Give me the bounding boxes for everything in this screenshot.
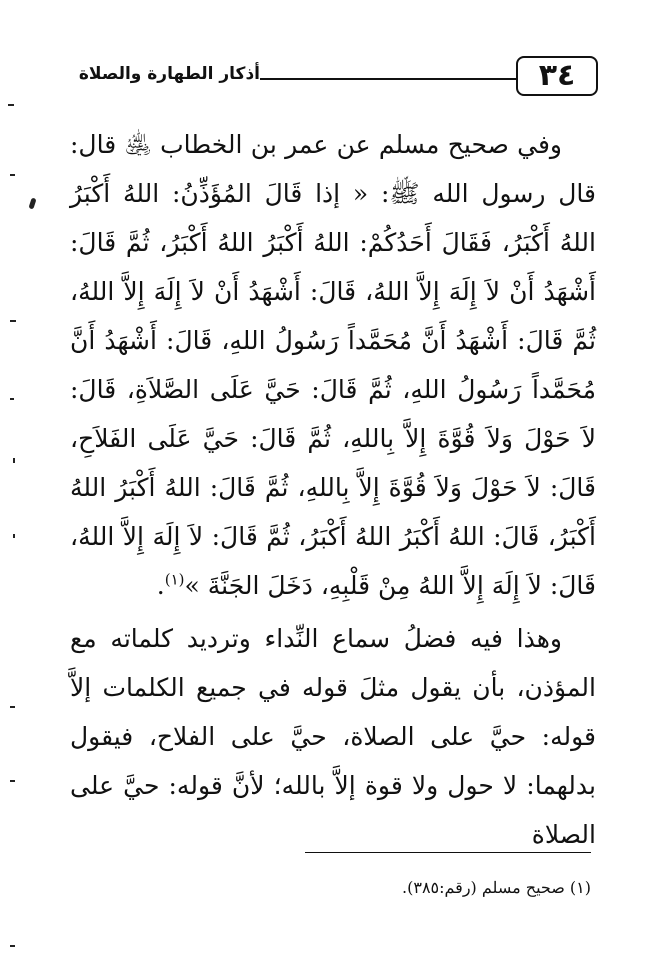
footnote-marker[interactable]: (١) xyxy=(164,570,185,589)
paragraph-hadith-text: وفي صحيح مسلم عن عمر بن الخطاب ﵁ قال: قال رسول الله ﷺ: « إذا قَالَ المُؤَذِّنُ: اللهُ أَكْبَرُ اللهُ أَكْبَرُ، فَقَالَ أَحَدُكُمْ: اللهُ أَكْبَرُ اللهُ أَكْبَرُ، ثُمَّ قَالَ: أَشْهَدُ أَنْ لاَ إِلَهَ إِلاَّ اللهُ، قَالَ: أَشْهَدُ أَنْ لاَ إِلَهَ إِلاَّ اللهُ، ثُمَّ قَالَ: أَشْهَدُ أَنَّ مُحَمَّداً رَسُولُ اللهِ، قَالَ: أَشْهَدُ أَنَّ مُحَمَّداً رَسُولُ اللهِ، ثُمَّ قَالَ: حَيَّ عَلَى الصَّلاَةِ، قَالَ: لاَ حَوْلَ وَلاَ قُوَّةَ إِلاَّ بِاللهِ، ثُمَّ قَالَ: حَيَّ عَلَى الفَلاَحِ، قَالَ: لاَ حَوْلَ وَلاَ قُوَّةَ إِلاَّ بِاللهِ، ثُمَّ قَالَ: اللهُ أَكْبَرُ اللهُ أَكْبَرُ، قَالَ: اللهُ أَكْبَرُ اللهُ أَكْبَرُ، ثُمَّ قَالَ: لاَ إِلَهَ إِلاَّ اللهُ، قَالَ: لاَ إِلَهَ إِلاَّ اللهُ مِنْ قَلْبِهِ، دَخَلَ الجَنَّةَ » xyxy=(70,130,596,600)
scan-mark xyxy=(10,174,15,176)
footnote-rule xyxy=(305,852,591,853)
scan-mark xyxy=(13,534,15,538)
scan-mark xyxy=(10,780,15,782)
scan-mark xyxy=(28,197,36,209)
page-number: ٣٤ xyxy=(516,56,598,96)
scan-mark xyxy=(10,945,15,947)
running-title: أذكار الطهارة والصلاة xyxy=(78,64,260,84)
scan-mark xyxy=(10,398,14,400)
paragraph-commentary: وهذا فيه فضلُ سماع النِّداء وترديد كلماته مع المؤذن، بأن يقول مثلَ قوله في جميع الكلمات إلاَّ قوله: حيَّ على الصلاة، حيَّ على الفلاح، فيقول بدلهما: لا حول ولا قوة إلاَّ بالله؛ لأنَّ قوله: حيَّ على الصلاة xyxy=(70,624,596,849)
scan-mark xyxy=(10,320,16,322)
body-text xyxy=(70,120,596,859)
header-rule xyxy=(260,78,516,80)
scan-mark xyxy=(8,104,14,106)
paragraph-hadith-end: . xyxy=(156,571,165,600)
paragraph-hadith xyxy=(70,120,596,610)
page-header xyxy=(70,52,598,98)
scan-mark xyxy=(10,706,15,708)
scan-mark xyxy=(13,458,15,463)
footnote: (١) صحيح مسلم (رقم:٣٨٥). xyxy=(402,878,591,897)
